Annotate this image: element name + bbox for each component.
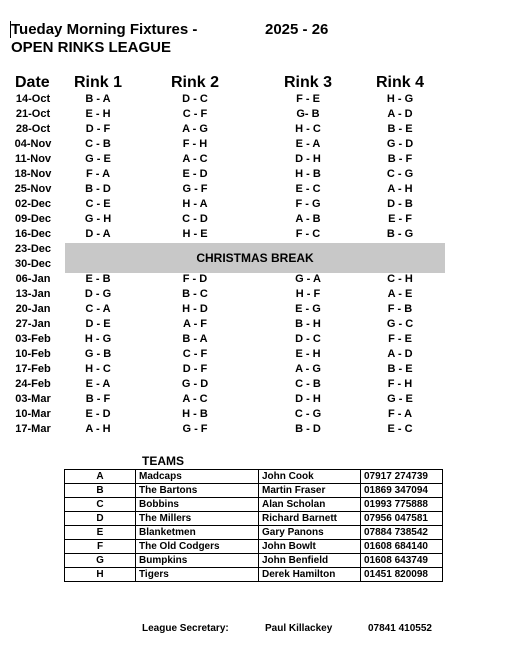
fixture-match: D - C xyxy=(295,333,321,345)
fixture-match: E - A xyxy=(85,378,111,390)
league-title: OPEN RINKS LEAGUE xyxy=(11,39,172,56)
fixture-match: E - G xyxy=(295,303,321,315)
fixture-row xyxy=(0,423,510,438)
team-phone: 01869 347094 xyxy=(361,484,443,498)
team-contact: Derek Hamilton xyxy=(259,568,361,582)
fixture-row xyxy=(0,303,510,318)
team-contact: Martin Fraser xyxy=(259,484,361,498)
rink3-column-header: Rink 3 xyxy=(284,74,333,91)
fixture-match: E - A xyxy=(295,138,321,150)
fixture-match: C - G xyxy=(294,408,322,420)
fixture-date: 27-Jan xyxy=(15,318,51,330)
fixture-date: 13-Jan xyxy=(15,288,51,300)
rink4-column-header: Rink 4 xyxy=(376,74,425,91)
fixture-match: A - B xyxy=(295,213,321,225)
break-date: 30-Dec xyxy=(14,258,52,270)
fixture-match: C - F xyxy=(182,108,208,120)
team-name: The Millers xyxy=(136,512,259,526)
fixture-row xyxy=(0,123,510,138)
document-title: Tueday Morning Fixtures - xyxy=(11,21,198,38)
team-letter: B xyxy=(65,484,136,498)
fixture-date: 09-Dec xyxy=(14,213,52,225)
fixture-row xyxy=(0,273,510,288)
fixture-match: E - F xyxy=(388,213,412,225)
break-date: 23-Dec xyxy=(14,243,52,255)
secretary-phone: 07841 410552 xyxy=(368,623,432,634)
team-name: Bumpkins xyxy=(136,554,259,568)
fixture-match: D - H xyxy=(295,153,321,165)
fixture-match: E - H xyxy=(85,108,111,120)
team-phone: 07917 274739 xyxy=(361,470,443,484)
fixture-row xyxy=(0,138,510,153)
team-phone: 07884 738542 xyxy=(361,526,443,540)
fixture-match: B - D xyxy=(85,183,111,195)
fixture-date: 20-Jan xyxy=(15,303,51,315)
team-contact: John Cook xyxy=(259,470,361,484)
fixture-match: G - F xyxy=(182,423,208,435)
fixture-match: D - F xyxy=(85,123,111,135)
fixture-match: C - F xyxy=(182,348,208,360)
fixture-date: 04-Nov xyxy=(14,138,52,150)
fixture-match: G - C xyxy=(386,318,414,330)
fixture-date: 21-Oct xyxy=(15,108,51,120)
fixture-row xyxy=(0,318,510,333)
fixture-match: C - G xyxy=(386,168,414,180)
fixture-match: F - H xyxy=(182,138,208,150)
team-row xyxy=(65,498,443,512)
fixture-row xyxy=(0,93,510,108)
team-phone: 01993 775888 xyxy=(361,498,443,512)
fixture-row xyxy=(0,363,510,378)
fixture-match: A - C xyxy=(182,153,208,165)
fixture-row xyxy=(0,198,510,213)
team-name: Bobbins xyxy=(136,498,259,512)
fixture-match: D - C xyxy=(182,93,208,105)
team-contact: Gary Panons xyxy=(259,526,361,540)
fixture-match: D - F xyxy=(182,363,208,375)
fixture-match: C - B xyxy=(85,138,111,150)
team-name: Blanketmen xyxy=(136,526,259,540)
fixture-row xyxy=(0,168,510,183)
fixture-match: C - A xyxy=(85,303,111,315)
team-letter: G xyxy=(65,554,136,568)
fixture-match: B - H xyxy=(295,318,321,330)
fixture-match: H - B xyxy=(295,168,321,180)
team-phone: 01451 820098 xyxy=(361,568,443,582)
fixture-match: B - A xyxy=(182,333,208,345)
fixture-date: 17-Feb xyxy=(15,363,51,375)
fixture-match: F - E xyxy=(388,333,412,345)
fixture-date: 17-Mar xyxy=(15,423,51,435)
christmas-break-banner: CHRISTMAS BREAK xyxy=(65,243,445,273)
fixture-match: A - D xyxy=(387,348,413,360)
fixture-row xyxy=(0,183,510,198)
fixture-row xyxy=(0,333,510,348)
team-row xyxy=(65,568,443,582)
fixture-match: A - G xyxy=(295,363,321,375)
fixture-match: F - D xyxy=(182,273,208,285)
fixture-match: B - A xyxy=(85,93,111,105)
fixture-match: G- B xyxy=(296,108,320,120)
fixture-match: D - H xyxy=(295,393,321,405)
fixture-match: H - C xyxy=(85,363,111,375)
fixture-match: G - A xyxy=(295,273,321,285)
fixture-match: A - H xyxy=(85,423,111,435)
team-row xyxy=(65,484,443,498)
fixture-date: 11-Nov xyxy=(14,153,52,165)
fixture-date: 02-Dec xyxy=(14,198,52,210)
fixture-match: B - G xyxy=(386,228,414,240)
fixture-match: F - E xyxy=(296,93,320,105)
team-phone: 01608 643749 xyxy=(361,554,443,568)
fixture-match: E - H xyxy=(295,348,321,360)
team-letter: H xyxy=(65,568,136,582)
team-letter: E xyxy=(65,526,136,540)
team-contact: Alan Scholan xyxy=(259,498,361,512)
fixture-match: G - D xyxy=(386,138,414,150)
fixture-match: H - D xyxy=(182,303,208,315)
fixture-match: F - B xyxy=(387,303,413,315)
fixture-match: C - B xyxy=(295,378,321,390)
fixture-row xyxy=(0,153,510,168)
teams-heading: TEAMS xyxy=(142,454,184,468)
fixture-match: F - G xyxy=(295,198,321,210)
season-label: 2025 - 26 xyxy=(265,21,329,38)
fixture-date: 10-Feb xyxy=(15,348,51,360)
team-contact: John Benfield xyxy=(259,554,361,568)
fixture-match: E - B xyxy=(85,273,111,285)
team-letter: C xyxy=(65,498,136,512)
team-name: Madcaps xyxy=(136,470,259,484)
fixture-match: C - D xyxy=(182,213,208,225)
fixture-match: D - B xyxy=(387,198,413,210)
team-name: The Bartons xyxy=(136,484,259,498)
fixture-match: E - C xyxy=(295,183,321,195)
fixture-match: A - D xyxy=(387,108,413,120)
fixture-match: G - E xyxy=(387,393,413,405)
fixture-date: 16-Dec xyxy=(14,228,52,240)
fixture-match: E - C xyxy=(387,423,413,435)
fixture-match: F - C xyxy=(295,228,321,240)
fixture-match: E - D xyxy=(182,168,208,180)
team-name: The Old Codgers xyxy=(136,540,259,554)
fixture-match: C - E xyxy=(85,198,111,210)
team-letter: F xyxy=(65,540,136,554)
fixture-row xyxy=(0,288,510,303)
fixture-match: A - E xyxy=(387,288,413,300)
fixture-match: B - F xyxy=(387,153,413,165)
date-column-header: Date xyxy=(15,74,50,91)
team-row xyxy=(65,554,443,568)
fixture-match: B - E xyxy=(387,123,413,135)
fixture-match: A - H xyxy=(387,183,413,195)
fixture-date: 03-Mar xyxy=(15,393,51,405)
fixture-match: B - F xyxy=(85,393,111,405)
fixture-row xyxy=(0,408,510,423)
fixture-match: E - D xyxy=(85,408,111,420)
fixture-date: 03-Feb xyxy=(15,333,51,345)
fixture-match: D - G xyxy=(84,288,112,300)
secretary-label: League Secretary: xyxy=(142,623,229,634)
fixture-match: G - D xyxy=(181,378,209,390)
fixture-match: H - E xyxy=(182,228,208,240)
fixture-match: B - E xyxy=(387,363,413,375)
fixture-row xyxy=(0,108,510,123)
fixture-row xyxy=(0,348,510,363)
team-phone: 01608 684140 xyxy=(361,540,443,554)
team-contact: John Bowlt xyxy=(259,540,361,554)
fixture-match: B - D xyxy=(295,423,321,435)
fixture-match: G - E xyxy=(85,153,111,165)
fixture-date: 28-Oct xyxy=(15,123,51,135)
fixture-date: 14-Oct xyxy=(15,93,51,105)
fixture-date: 10-Mar xyxy=(15,408,51,420)
teams-table xyxy=(64,469,443,582)
fixture-match: H - G xyxy=(84,333,112,345)
fixture-match: H - C xyxy=(295,123,321,135)
team-row xyxy=(65,540,443,554)
fixture-match: D - E xyxy=(85,318,111,330)
fixture-match: H - G xyxy=(386,93,414,105)
fixture-match: F - H xyxy=(387,378,413,390)
team-row xyxy=(65,470,443,484)
fixture-match: H - B xyxy=(182,408,208,420)
fixture-match: A - F xyxy=(182,318,208,330)
fixture-match: D - A xyxy=(85,228,111,240)
fixture-match: A - C xyxy=(182,393,208,405)
rink2-column-header: Rink 2 xyxy=(171,74,220,91)
fixture-row xyxy=(0,228,510,243)
team-contact: Richard Barnett xyxy=(259,512,361,526)
fixture-match: G - F xyxy=(182,183,208,195)
fixture-match: G - B xyxy=(84,348,112,360)
fixture-match: C - H xyxy=(387,273,413,285)
fixture-match: F - A xyxy=(387,408,413,420)
fixture-match: B - C xyxy=(182,288,208,300)
fixture-match: A - G xyxy=(182,123,208,135)
fixture-date: 18-Nov xyxy=(14,168,52,180)
team-name: Tigers xyxy=(136,568,259,582)
fixture-match: G - H xyxy=(84,213,112,225)
fixture-row xyxy=(0,393,510,408)
team-row xyxy=(65,512,443,526)
rink1-column-header: Rink 1 xyxy=(74,74,123,91)
fixture-match: F - A xyxy=(85,168,111,180)
fixture-match: H - A xyxy=(182,198,208,210)
fixture-date: 25-Nov xyxy=(14,183,52,195)
fixture-date: 06-Jan xyxy=(15,273,51,285)
team-row xyxy=(65,526,443,540)
team-letter: D xyxy=(65,512,136,526)
secretary-name: Paul Killackey xyxy=(265,623,333,634)
fixture-row xyxy=(0,378,510,393)
fixture-date: 24-Feb xyxy=(15,378,51,390)
fixture-match: H - F xyxy=(295,288,321,300)
team-letter: A xyxy=(65,470,136,484)
fixture-row xyxy=(0,213,510,228)
team-phone: 07956 047581 xyxy=(361,512,443,526)
